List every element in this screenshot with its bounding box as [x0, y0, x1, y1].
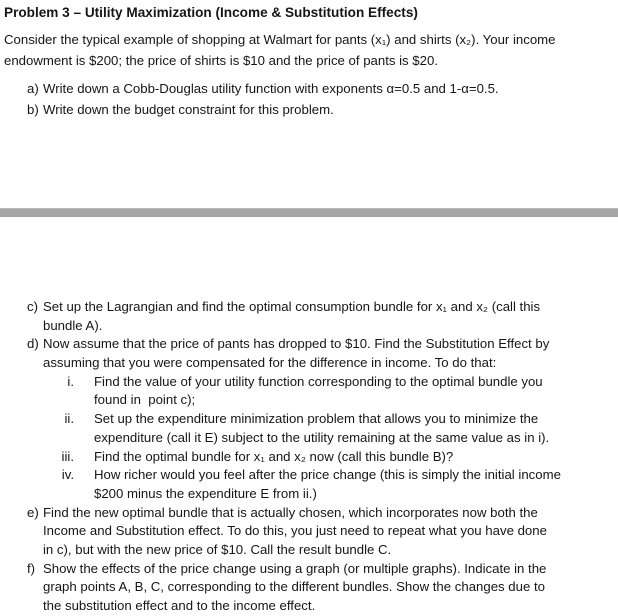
item-text-d-line-2: assuming that you were compensated for the difference in income. To do that:: [43, 355, 497, 371]
list-item-i: [0, 373, 618, 392]
item-text-iv-line-2: $200 minus the expenditure E from ii.): [94, 485, 317, 501]
item-text-f-line-2: graph points A, B, C, corresponding to the different bundles. Show the changes due to: [43, 579, 545, 595]
item-text-ii-line-1: Set up the expenditure minimization problem that allows you to minimize the: [94, 411, 539, 427]
item-text-e-line-3-row: [0, 541, 618, 560]
item-text-c-line-2-row: [0, 317, 618, 336]
list-item-e: [0, 504, 618, 523]
item-text-e-line-2-row: [0, 522, 618, 541]
item-label-iii: iii.: [61, 448, 74, 464]
item-text-d-line-2-row: [0, 354, 618, 373]
item-text-iv-line-2-row: [0, 485, 618, 504]
page-break-divider: [0, 208, 618, 217]
list-item-f: [0, 560, 618, 579]
list-cf: [0, 298, 618, 616]
list-item-iv: [0, 466, 618, 485]
item-text-b: Write down the budget constraint for this problem.: [43, 102, 334, 117]
item-text-iii-line-1: Find the optimal bundle for x₁ and x₂ now (call this bundle B)?: [94, 448, 454, 464]
intro-line-1: Consider the typical example of shopping at Walmart for pants (x₁) and shirts (x₂). Your income: [4, 32, 556, 47]
item-text-c-line-2: bundle A).: [43, 317, 103, 333]
item-text-i-line-1: Find the value of your utility function corresponding to the optimal bundle you: [94, 373, 543, 389]
page-title: Problem 3 – Utility Maximization (Income & Substitution Effects): [4, 5, 418, 20]
list-item-c: [0, 298, 618, 317]
item-text-f-line-1: Show the effects of the price change using a graph (or multiple graphs). Indicate in the: [43, 560, 547, 576]
item-text-c-line-1: Set up the Lagrangian and find the optimal consumption bundle for x₁ and x₂ (call this: [43, 299, 541, 314]
item-text-f-line-3: the substitution effect and to the income effect.: [43, 598, 316, 613]
item-label-b: b): [27, 102, 39, 117]
item-label-ii: ii.: [64, 411, 74, 427]
item-text-e-line-3: in c), but with the new price of $10. Call the result bundle C.: [43, 541, 392, 557]
item-label-e: e): [27, 504, 39, 520]
item-text-f-line-2-row: [0, 578, 618, 597]
item-text-ii-line-2-row: [0, 429, 618, 448]
item-text-a: Write down a Cobb-Douglas utility function with exponents α=0.5 and 1-α=0.5.: [43, 81, 499, 96]
list-item-iii: [0, 448, 618, 467]
item-text-i-line-2: found in point c);: [94, 392, 196, 408]
list-item-a: [0, 78, 618, 99]
list-item-b: [0, 99, 618, 120]
item-text-f-line-3-row: [0, 597, 618, 616]
item-label-iv: iv.: [61, 467, 74, 483]
item-text-e-line-2: Income and Substitution effect. To do this, you just need to repeat what you have done: [43, 523, 547, 539]
intro-paragraph: [4, 30, 555, 71]
item-label-d: d): [27, 336, 39, 352]
item-text-e-line-1: Find the new optimal bundle that is actually chosen, which incorporates now both the: [43, 504, 538, 520]
list-ab: [0, 78, 618, 120]
list-item-ii: [0, 410, 618, 429]
item-label-c: c): [27, 299, 38, 314]
intro-line-2: endowment is $200; the price of shirts is $10 and the price of pants is $20.: [4, 52, 438, 68]
item-label-f: f): [27, 560, 36, 576]
item-label-a: a): [27, 81, 39, 96]
item-text-i-line-2-row: [0, 391, 618, 410]
list-item-d: [0, 335, 618, 354]
item-label-i: i.: [67, 373, 74, 389]
item-text-d-line-1: Now assume that the price of pants has dropped to $10. Find the Substitution Effect by: [43, 336, 550, 352]
item-text-iv-line-1: How richer would you feel after the price change (this is simply the initial income: [94, 467, 561, 483]
item-text-ii-line-2: expenditure (call it E) subject to the utility remaining at the same value as in i).: [94, 429, 550, 445]
